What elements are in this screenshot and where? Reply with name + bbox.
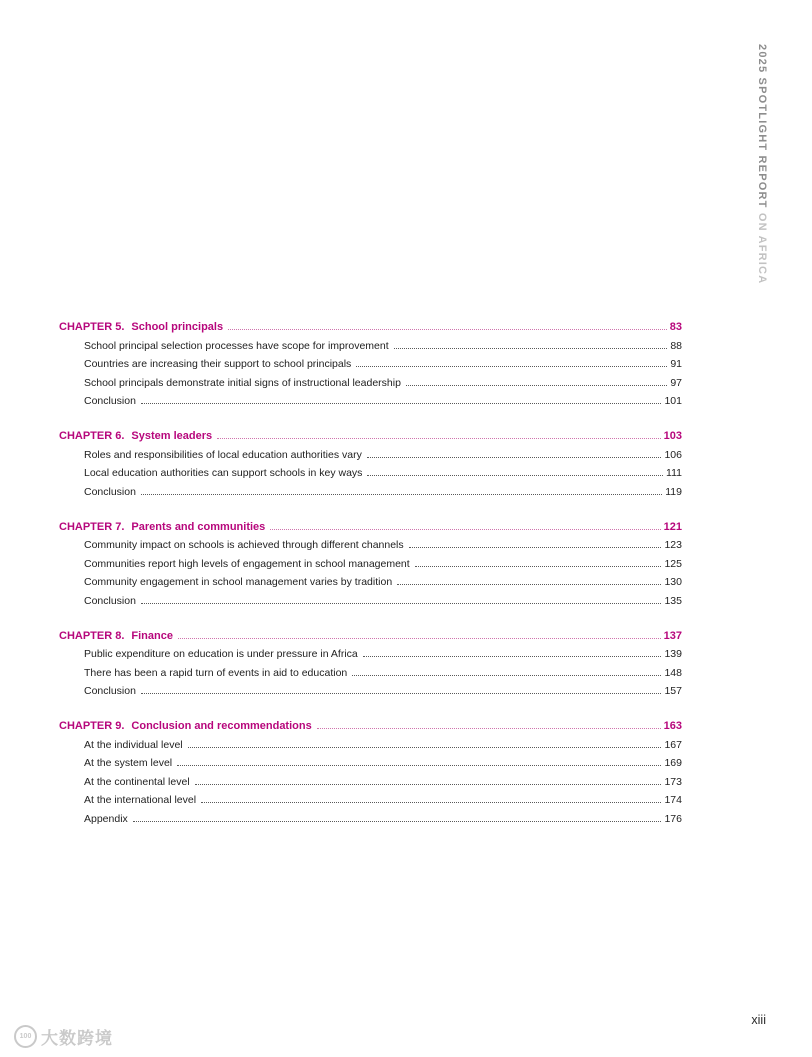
dot-leader <box>363 656 662 657</box>
toc-entry-row <box>59 751 682 770</box>
dot-leader <box>367 457 662 458</box>
chapter-title: Conclusion and recommendations <box>131 720 312 732</box>
chapter-page-number: 83 <box>669 321 682 333</box>
dot-leader <box>141 494 662 495</box>
toc-entry-text: School principals demonstrate initial signs of instructional leadership <box>84 376 401 389</box>
dot-leader <box>317 728 661 729</box>
dot-leader <box>217 438 661 439</box>
table-of-contents <box>59 314 682 825</box>
toc-entry-row <box>59 570 682 589</box>
toc-entry-row <box>59 732 682 751</box>
toc-entry-text: Community engagement in school management varies by tradition <box>84 576 393 588</box>
toc-entry-page-number: 157 <box>664 685 682 697</box>
chapter-label: CHAPTER 6. <box>59 430 125 442</box>
side-label-primary: 2025 SPOTLIGHT REPORT <box>756 44 768 209</box>
dot-leader <box>141 403 662 404</box>
toc-entry-row <box>59 806 682 825</box>
dot-leader <box>394 348 668 349</box>
toc-entry-text: At the continental level <box>84 775 190 788</box>
dot-leader <box>270 529 660 530</box>
dot-leader <box>133 821 662 822</box>
chapter-title: School principals <box>131 321 224 333</box>
toc-entry-page-number: 123 <box>664 539 682 551</box>
toc-entry-row <box>59 333 682 352</box>
page-number: xiii <box>751 1013 766 1027</box>
toc-entry-page-number: 130 <box>664 576 682 588</box>
toc-entry-text: Public expenditure on education is under pressure in Africa <box>84 648 358 660</box>
watermark <box>14 1024 113 1049</box>
chapter-heading-row <box>59 314 682 333</box>
dot-leader <box>228 329 667 330</box>
toc-entry-row <box>59 788 682 807</box>
toc-entry-page-number: 101 <box>664 395 682 407</box>
toc-entry-page-number: 125 <box>664 557 682 570</box>
toc-entry-row <box>59 642 682 661</box>
side-label-secondary: ON AFRICA <box>756 208 768 285</box>
toc-entry-text: At the international level <box>84 794 197 806</box>
toc-entry-text: Conclusion <box>84 395 136 407</box>
chapter-label: CHAPTER 9. <box>59 720 125 732</box>
chapter-heading-row <box>59 713 682 732</box>
toc-entry-text: School principal selection processes have scope for improvement <box>84 339 389 352</box>
toc-entry-page-number: 148 <box>664 666 682 679</box>
toc-entry-text: Conclusion <box>84 594 136 607</box>
toc-entry-row <box>59 461 682 480</box>
dot-leader <box>356 366 667 367</box>
dot-leader <box>141 693 662 694</box>
chapter-heading-row <box>59 514 682 533</box>
toc-entry-row <box>59 551 682 570</box>
toc-entry-page-number: 97 <box>670 376 682 389</box>
dot-leader <box>178 638 661 639</box>
chapter-page-number: 137 <box>663 629 682 642</box>
chapter-block <box>59 713 682 825</box>
dot-leader <box>201 802 661 803</box>
chapter-block <box>59 514 682 607</box>
toc-entry-page-number: 135 <box>664 594 682 607</box>
toc-entry-text: Community impact on schools is achieved through different channels <box>84 539 404 551</box>
toc-entry-text: Local education authorities can support schools in key ways <box>84 467 363 479</box>
chapter-title: Parents and communities <box>131 520 266 533</box>
dot-leader <box>406 385 667 386</box>
toc-entry-row <box>59 479 682 498</box>
toc-entry-page-number: 106 <box>664 448 682 461</box>
dot-leader <box>397 584 661 585</box>
toc-entry-row <box>59 660 682 679</box>
chapter-block <box>59 623 682 698</box>
toc-entry-row <box>59 679 682 698</box>
dot-leader <box>352 675 661 676</box>
toc-entry-page-number: 139 <box>664 648 682 660</box>
toc-entry-row <box>59 389 682 408</box>
toc-entry-row <box>59 352 682 371</box>
chapter-label: CHAPTER 5. <box>59 321 125 333</box>
toc-entry-text: Conclusion <box>84 685 136 697</box>
chapter-title: Finance <box>131 629 173 642</box>
toc-entry-page-number: 111 <box>666 467 682 479</box>
toc-entry-row <box>59 442 682 461</box>
toc-entry-row <box>59 370 682 389</box>
chapter-page-number: 163 <box>663 720 682 732</box>
toc-entry-text: There has been a rapid turn of events in aid to education <box>84 666 348 679</box>
toc-entry-row <box>59 769 682 788</box>
watermark-text: 大数跨境 <box>41 1029 113 1049</box>
toc-entry-page-number: 167 <box>664 738 682 751</box>
chapter-title: System leaders <box>131 430 213 442</box>
chapter-label: CHAPTER 8. <box>59 629 125 642</box>
chapter-block <box>59 423 682 498</box>
dot-leader <box>409 547 662 548</box>
chapter-label: CHAPTER 7. <box>59 520 125 533</box>
toc-entry-page-number: 173 <box>664 775 682 788</box>
toc-entry-page-number: 174 <box>664 794 682 806</box>
toc-entry-text: Countries are increasing their support to school principals <box>84 358 352 370</box>
dot-leader <box>141 603 662 604</box>
toc-entry-text: At the individual level <box>84 738 183 751</box>
dot-leader <box>188 747 662 748</box>
toc-entry-text: Conclusion <box>84 485 136 498</box>
dot-leader <box>177 765 661 766</box>
toc-entry-text: Roles and responsibilities of local education authorities vary <box>84 448 362 461</box>
toc-entry-page-number: 169 <box>664 757 682 769</box>
dot-leader <box>195 784 662 785</box>
watermark-badge-icon: 100 <box>14 1025 37 1048</box>
toc-entry-page-number: 88 <box>670 339 682 352</box>
chapter-heading-row <box>59 423 682 442</box>
chapter-heading-row <box>59 623 682 642</box>
chapter-page-number: 121 <box>663 520 682 533</box>
report-side-label <box>756 44 768 284</box>
toc-entry-page-number: 91 <box>670 358 682 370</box>
toc-entry-text: Communities report high levels of engagement in school management <box>84 557 410 570</box>
toc-entry-page-number: 119 <box>665 485 682 498</box>
dot-leader <box>367 475 663 476</box>
toc-entry-text: Appendix <box>84 812 128 825</box>
chapter-block <box>59 314 682 407</box>
dot-leader <box>415 566 662 567</box>
toc-entry-row <box>59 588 682 607</box>
toc-entry-row <box>59 533 682 552</box>
toc-entry-text: At the system level <box>84 757 173 769</box>
chapter-page-number: 103 <box>663 430 682 442</box>
toc-entry-page-number: 176 <box>664 812 682 825</box>
